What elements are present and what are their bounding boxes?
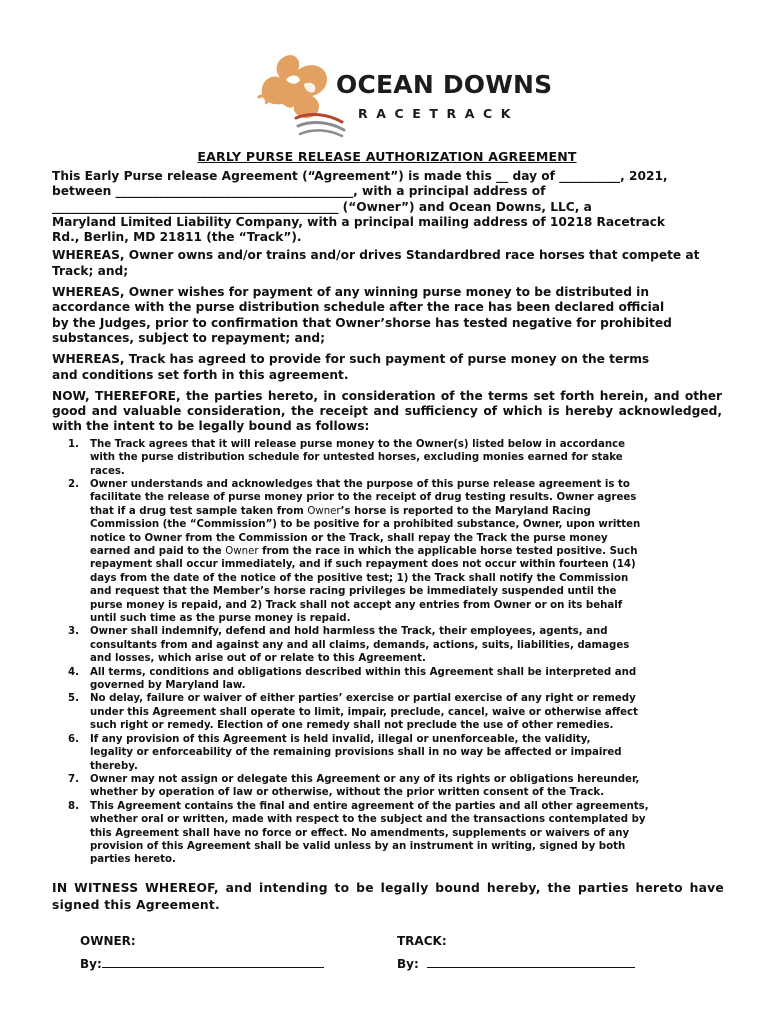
whereas-2-line-3: by the Judges, prior to confirmation that Owner’shorse has tested negative for prohibited xyxy=(52,315,672,330)
whereas-paragraph-1 xyxy=(52,248,722,279)
list-item xyxy=(52,733,722,773)
item-line: consultants from and against any and all claims, demands, actions, suits, liabilities, damages xyxy=(90,639,630,651)
agreement-body xyxy=(52,149,722,867)
item-line: whether by operation of law or otherwise, without the prior written consent of the Track. xyxy=(90,787,605,799)
list-item xyxy=(52,692,722,732)
now-therefore-paragraph: NOW, THEREFORE, the parties hereto, in consideration of the terms set forth herein, and other good and valuable consideration, the receipt and sufficiency of which is hereby acknowledged, with the intent to be legally bound as follows: xyxy=(52,388,722,434)
item-line: All terms, conditions and obligations described within this Agreement shall be interpreted and xyxy=(90,666,637,678)
owner-term: Owner xyxy=(307,505,341,517)
item-text: from the race in which the applicable horse tested positive. Such xyxy=(258,546,638,557)
track-label: TRACK: xyxy=(397,934,447,948)
list-item xyxy=(52,773,722,800)
item-line: races. xyxy=(90,465,125,477)
item-line: days from the date of the notice of the positive test; 1) the Track shall notify the Commission xyxy=(90,572,629,584)
item-line: Owner understands and acknowledges that the purpose of this purse release agreement is to xyxy=(90,478,630,490)
intro-line-3: _______________________________________________ (“Owner”) and Ocean Downs, LLC, a xyxy=(52,199,592,214)
owner-signature-line[interactable] xyxy=(102,955,324,968)
intro-line-4: Maryland Limited Liability Company, with a principal mailing address of 10218 Racetrack xyxy=(52,214,666,229)
item-line xyxy=(90,545,722,558)
item-line: purse money is repaid, and 2) Track shall not accept any entries from Owner or on its behalf xyxy=(90,599,623,611)
item-line: The Track agrees that it will release purse money to the Owner(s) listed below in accordance xyxy=(90,438,626,450)
whereas-paragraph-3 xyxy=(52,352,722,383)
list-item xyxy=(52,800,722,867)
intro-line-1: This Early Purse release Agreement (“Agreement”) is made this __ day of __________, 2021, xyxy=(52,169,668,183)
whereas-1-line-1: WHEREAS, Owner owns and/or trains and/or drives Standardbred race horses that compete at xyxy=(52,248,700,263)
whereas-2-line-2: accordance with the purse distribution schedule after the race has been declared official xyxy=(52,300,665,315)
document-title: EARLY PURSE RELEASE AUTHORIZATION AGREEMENT xyxy=(197,149,577,164)
logo-title: OCEAN DOWNS xyxy=(336,70,553,99)
track-by-label: By: xyxy=(397,957,423,971)
owner-label: OWNER: xyxy=(80,934,136,948)
item-line: such right or remedy. Election of one remedy shall not preclude the use of other remedies. xyxy=(90,720,614,732)
item-number: 6. xyxy=(68,733,79,745)
intro-paragraph xyxy=(52,169,722,245)
item-line: This Agreement contains the final and entire agreement of the parties and all other agreements, xyxy=(90,800,649,812)
ocean-downs-logo xyxy=(238,40,553,140)
whereas-2-line-4: substances, subject to repayment; and; xyxy=(52,330,325,345)
item-line: with the purse distribution schedule for untested horses, excluding monies earned for stake xyxy=(90,452,623,464)
list-item xyxy=(52,625,722,665)
item-line xyxy=(90,505,722,518)
item-line: whether oral or written, made with respect to the subject and the transactions contemplated by xyxy=(90,814,646,826)
item-number: 8. xyxy=(68,800,79,812)
item-text: earned and paid to the xyxy=(90,546,226,557)
track-signature-line[interactable] xyxy=(427,955,635,968)
item-line: parties hereto. xyxy=(90,854,176,866)
item-line: If any provision of this Agreement is held invalid, illegal or unenforceable, the validity, xyxy=(90,733,591,745)
item-line: Owner shall indemnify, defend and hold harmless the Track, their employees, agents, and xyxy=(90,626,608,638)
list-item xyxy=(52,666,722,693)
whereas-3-line-1: WHEREAS, Track has agreed to provide for such payment of purse money on the terms xyxy=(52,352,650,367)
item-line: under this Agreement shall operate to limit, impair, preclude, cancel, waive or otherwise affect xyxy=(90,706,638,718)
item-line: facilitate the release of purse money prior to the receipt of drug testing results. Owner agrees xyxy=(90,492,637,504)
item-line: legality or enforceability of the remaining provisions shall in no way be affected or impaired xyxy=(90,747,622,759)
owner-term: Owner xyxy=(225,546,259,557)
whereas-3-line-2: and conditions set forth in this agreement. xyxy=(52,367,349,382)
item-line: and request that the Member’s horse racing privileges be immediately suspended until the xyxy=(90,586,617,598)
item-line: Commission (the “Commission”) to be positive for a prohibited substance, Owner, upon written xyxy=(90,519,641,531)
list-item xyxy=(52,438,722,478)
item-line: Owner may not assign or delegate this Agreement or any of its rights or obligations hereunder, xyxy=(90,773,640,785)
item-number: 5. xyxy=(68,693,79,705)
owner-signature-field[interactable] xyxy=(80,955,324,971)
witness-clause: IN WITNESS WHEREOF, and intending to be legally bound hereby, the parties hereto have signed this Agreement. xyxy=(52,881,724,912)
logo-tagline: RACETRACK xyxy=(358,106,520,121)
whereas-1-line-2: Track; and; xyxy=(52,263,129,278)
item-line: notice to Owner from the Commission or the Track, shall repay the Track the purse money xyxy=(90,532,608,544)
item-text: that if a drug test sample taken from xyxy=(90,505,308,517)
whereas-2-line-1: WHEREAS, Owner wishes for payment of any winning purse money to be distributed in xyxy=(52,285,650,300)
item-number: 1. xyxy=(68,438,79,450)
item-line: governed by Maryland law. xyxy=(90,680,246,692)
item-number: 3. xyxy=(68,626,79,638)
terms-list xyxy=(52,438,722,867)
item-line: repayment shall occur immediately, and if such repayment does not occur within fourteen (14) xyxy=(90,559,636,571)
item-line: provision of this Agreement shall be valid unless by an instrument in writing, signed by both xyxy=(90,840,626,852)
item-line: and losses, which arise out of or relate to this Agreement. xyxy=(90,653,426,665)
intro-line-5: Rd., Berlin, MD 21811 (the “Track”). xyxy=(52,230,302,245)
item-line: until such time as the purse money is repaid. xyxy=(90,613,351,625)
item-line: No delay, failure or waiver of either parties’ exercise or partial exercise of any right or remedy xyxy=(90,693,636,705)
item-line: thereby. xyxy=(90,760,138,772)
track-signature-field[interactable] xyxy=(397,955,635,971)
item-text: ’s horse is reported to the Maryland Racing xyxy=(340,505,591,517)
list-item xyxy=(52,478,722,625)
item-number: 7. xyxy=(68,773,79,785)
whereas-paragraph-2 xyxy=(52,285,722,346)
owner-by-label: By: xyxy=(80,957,102,971)
item-line: this Agreement shall have no force or effect. No amendments, supplements or waivers of any xyxy=(90,827,630,839)
intro-line-2: between _______________________________________, with a principal address of xyxy=(52,184,546,199)
item-number: 4. xyxy=(68,666,79,678)
item-number: 2. xyxy=(68,478,79,490)
